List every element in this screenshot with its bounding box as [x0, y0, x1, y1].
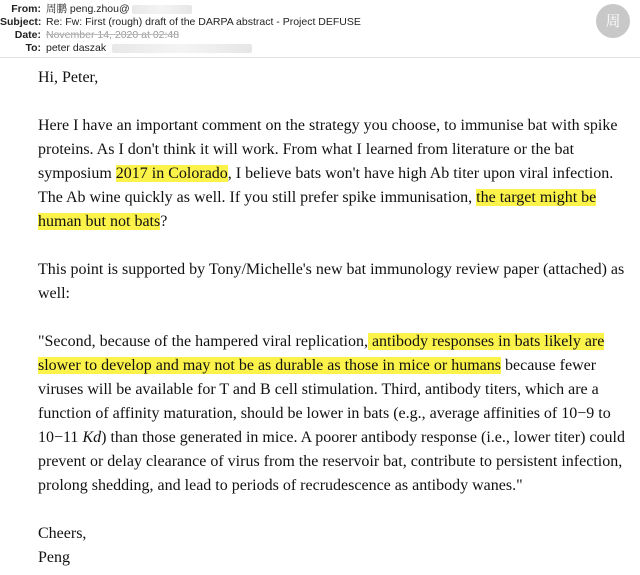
from-label: From:: [11, 3, 41, 15]
body-text: because fewer viruses will be available for T and B cell stimulation. Third, antibody titers, which are a function of affinity maturation, should be lower in bats (e.g., average affinities of 10−9 to 10−11: [38, 357, 611, 446]
body-text: "Second, because of the hampered viral replication,: [38, 333, 368, 350]
closing: Cheers,: [38, 525, 87, 542]
subject-label: Subject:: [0, 16, 42, 28]
to-label: To:: [25, 42, 41, 54]
email-header: [0, 0, 640, 56]
body-text: , I believe bats won't have high Ab titer upon viral infection. The Ab wine quickly as well. If you still prefer spike immunisation,: [38, 165, 614, 206]
kd-italic: Kd: [82, 429, 102, 446]
email-body: [38, 66, 632, 570]
highlight-symposium: 2017 in Colorado: [115, 165, 228, 182]
subject-text: Re: Fw: First (rough) draft of the DARPA abstract - Project DEFUSE: [46, 16, 361, 28]
quote-paragraph: [38, 330, 632, 498]
body-text: ) than those generated in mice. A poorer antibody response (i.e., lower titer) could prevent or delay clearance of virus from the reservoir bat, contribute to persistent infection, prolong shedding, and lead to periods of recrudescence as antibody wanes.": [38, 429, 625, 494]
sender-email[interactable]: peng.zhou@: [69, 3, 130, 15]
avatar[interactable]: 周: [596, 4, 630, 38]
date-label: Date:: [14, 29, 41, 41]
paragraph-strategy: [38, 114, 632, 234]
signature: Peng: [38, 549, 70, 566]
body-text: Here I have an important comment on the strategy you choose, to immunise bat with spike proteins. As I don't think it will work. From what I learned from literature or the bat symposium: [38, 117, 618, 182]
recipient-name[interactable]: peter daszak: [46, 42, 107, 54]
header-divider: [0, 57, 640, 58]
highlight-antibody: antibody responses in bats likely are slower to develop and may not be as durable as those in mice or humans: [38, 333, 605, 374]
redaction-block: [112, 44, 252, 53]
paragraph-support: This point is supported by Tony/Michelle's new bat immunology review paper (attached) as well:: [38, 261, 625, 302]
highlight-target: the target might be human but not bats: [38, 189, 597, 230]
redaction-block: [132, 5, 192, 14]
body-text: ?: [160, 213, 168, 230]
sender-name: 周鹏: [46, 3, 67, 15]
greeting: Hi, Peter,: [38, 69, 99, 86]
date-text: November 14, 2020 at 02:48: [46, 29, 180, 41]
